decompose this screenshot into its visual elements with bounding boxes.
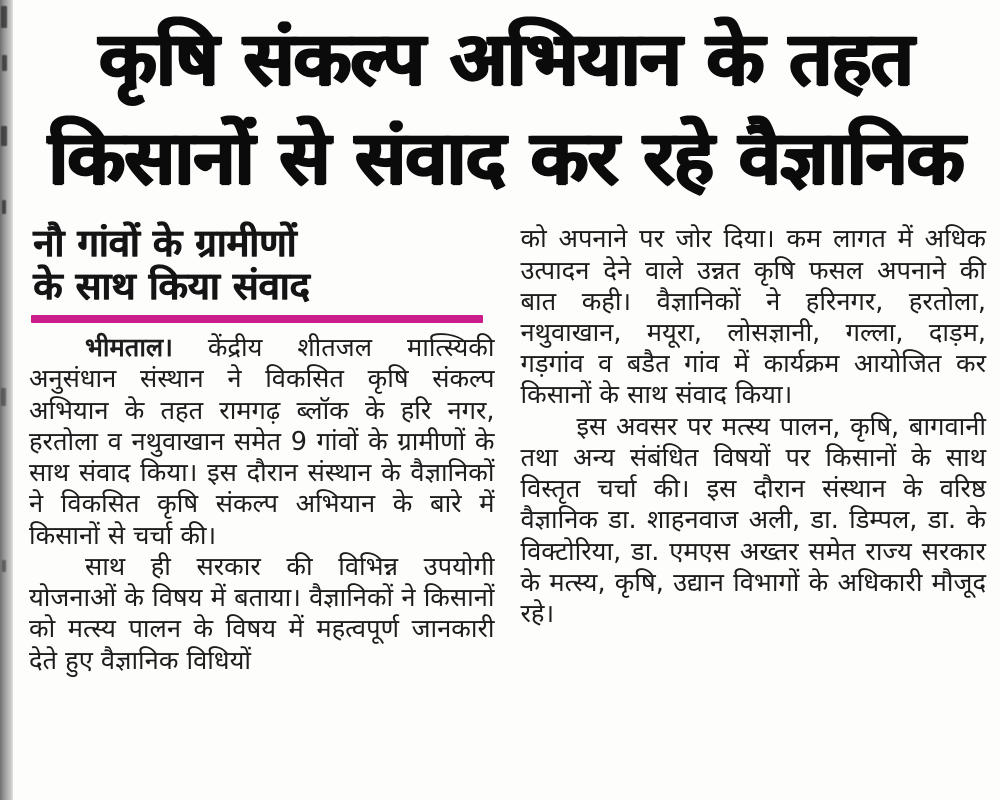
body-text-left bbox=[29, 333, 495, 677]
body-text-right bbox=[521, 224, 987, 630]
article bbox=[13, 0, 1000, 800]
edge-artifact bbox=[1, 6, 7, 28]
dateline: भीमताल। bbox=[85, 333, 173, 364]
article-subhead bbox=[29, 222, 495, 308]
edge-artifact bbox=[2, 560, 6, 572]
edge-artifact bbox=[1, 388, 6, 406]
paragraph: साथ ही सरकार की विभिन्न उपयोगी योजनाओं के विषय में बताया। वैज्ञानिकों ने किसानों को मत्स्य पालन के विषय में महत्वपूर्ण जानकारी देते हुए वैज्ञानिक विधियों bbox=[29, 551, 495, 676]
subhead-underline bbox=[31, 315, 483, 323]
edge-artifact bbox=[2, 55, 7, 71]
subhead-line-1: नौ गांवों के ग्रामीणों bbox=[33, 221, 297, 266]
paragraph: को अपनाने पर जोर दिया। कम लागत में अधिक उत्पादन देने वाले उन्नत कृषि फसल अपनाने की बात कही। वैज्ञानिकों ने हरिनगर, हरतोला, नथुवाखान, मयूरा, लोसज्ञानी, गल्ला, दाड़म, गड़गांव व बडैत गांव में कार्यक्रम आयोजित कर किसानों के साथ संवाद किया। bbox=[520, 224, 986, 411]
article-columns bbox=[29, 222, 986, 676]
edge-artifact bbox=[1, 126, 7, 146]
paragraph bbox=[29, 333, 495, 552]
column-left bbox=[29, 222, 495, 676]
scan-edge-strip bbox=[0, 0, 13, 800]
paragraph-text: केंद्रीय शीतजल मात्स्यिकी अनुसंधान संस्थान ने विकसित कृषि संकल्प अभियान के तहत रामगढ़ ब्लॉक के हरि नगर, हरतोला व नथुवाखान समेत 9 गांवों के ग्रामीणों के साथ संवाद किया। इस दौरान संस्थान के वैज्ञानिकों ने विकसित कृषि संकल्प अभियान के बारे में किसानों से चर्चा की। bbox=[29, 333, 495, 551]
headline-line-1: कृषि संकल्प अभियान के तहत bbox=[99, 16, 914, 102]
headline-line-2: किसानों से संवाद कर रहे वैज्ञानिक bbox=[48, 115, 965, 202]
edge-artifact bbox=[2, 200, 6, 214]
subhead-line-2: के साथ किया संवाद bbox=[33, 264, 310, 309]
article-headline bbox=[13, 0, 1000, 208]
paragraph: इस अवसर पर मत्स्य पालन, कृषि, बागवानी तथा अन्य संबंधित विषयों पर किसानों के साथ विस्तृत चर्चा की। इस दौरान संस्थान के वरिष्ठ वैज्ञानिक डा. शाहनवाज अली, डा. डिम्पल, डा. के विक्टोरिया, डा. एमएस अख्तर समेत राज्य सरकार के मत्स्य, कृषि, उद्यान विभागों के अधिकारी मौजूद रहे। bbox=[520, 411, 986, 630]
column-right bbox=[521, 222, 987, 676]
